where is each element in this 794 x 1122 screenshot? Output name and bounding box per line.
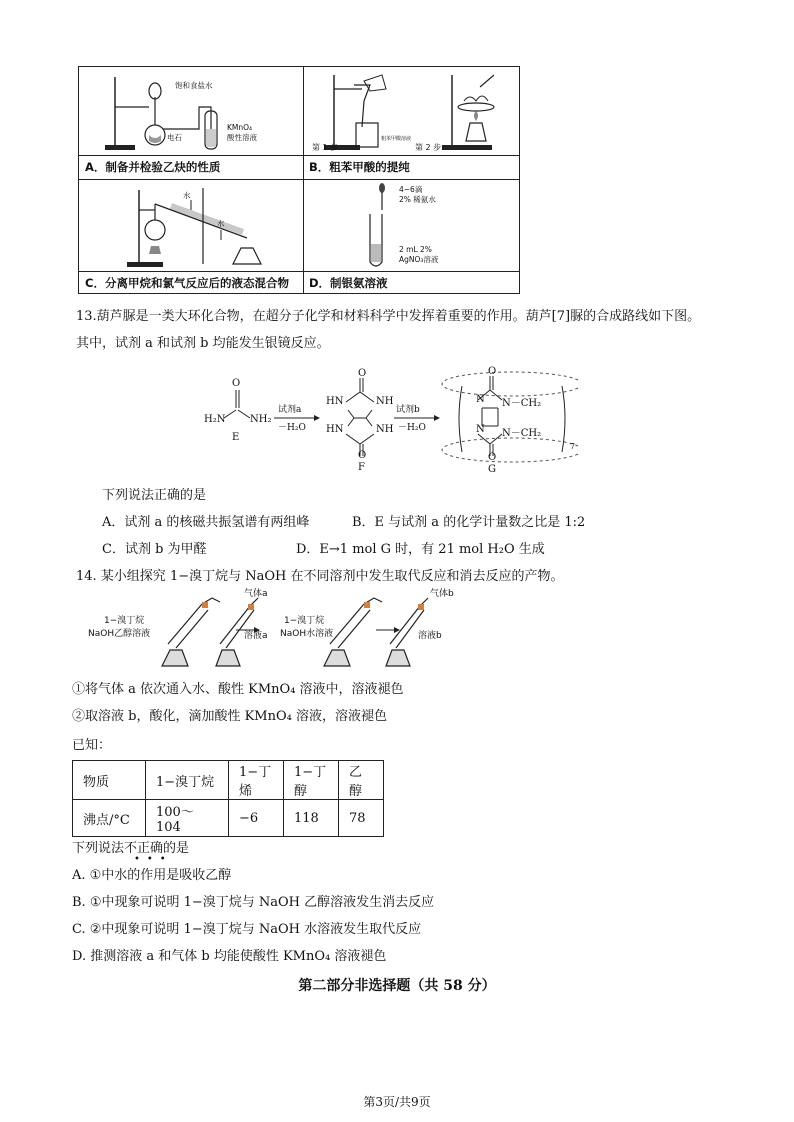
q14-experiment-figure <box>150 588 480 668</box>
q14-stem: 14. 某小组探究 1−溴丁烷与 NaOH 在不同溶剂中发生取代反应和消去反应的产物。 <box>76 569 564 584</box>
table-row <box>73 761 384 800</box>
arrow1-top: 试剂a <box>278 405 302 415</box>
label-drops: 4~6滴 <box>399 185 423 194</box>
q14-option-a[interactable]: A. ①中水的作用是吸收乙醇 <box>72 868 232 883</box>
caption-a: A．制备并检验乙炔的性质 <box>85 160 221 174</box>
q13-option-b[interactable]: B．E 与试剂 a 的化学计量数之比是 1:2 <box>352 515 586 530</box>
label-kmno4: KMnO₄ <box>227 123 253 132</box>
label-2ml: 2 mL 2% <box>399 245 432 254</box>
chem-F-O-top: O <box>358 368 367 379</box>
label-dilute-ammonia: 2% 稀氨水 <box>399 195 436 204</box>
boiling-point-table <box>72 760 384 837</box>
table-cell: 物质 <box>73 761 146 800</box>
chem-G-O-top: O <box>488 366 497 377</box>
apparatus-b-figure <box>304 67 520 155</box>
table-cell: 1−溴丁烷 <box>146 761 229 800</box>
label-saturated-brine: 饱和食盐水 <box>175 81 213 90</box>
table-cell: 118 <box>284 800 339 837</box>
chem-G-O-bottom: O <box>488 452 497 463</box>
q14-option-c[interactable]: C. ②中现象可说明 1−溴丁烷与 NaOH 水溶液发生取代反应 <box>72 922 422 937</box>
table-cell: 1−丁烯 <box>229 761 284 800</box>
label-E: E <box>232 432 240 443</box>
subscript-7: 7 <box>570 442 576 451</box>
page-footer: 第3页/共9页 <box>363 1095 431 1109</box>
q13-prompt: 下列说法正确的是 <box>102 488 207 503</box>
chem-F-NH2: NH <box>376 424 394 435</box>
chem-E-right: NH₂ <box>250 414 272 425</box>
q14-step1: ①将气体 a 依次通入水、酸性 KMnO₄ 溶液中，溶液褪色 <box>72 682 404 697</box>
apparatus-table <box>78 66 520 294</box>
emphasis-dots: ••• <box>134 854 173 865</box>
q14-right-label2: NaOH水溶液 <box>280 629 334 639</box>
chem-E-O: O <box>232 378 241 389</box>
caption-b: B．粗苯甲酸的提纯 <box>309 160 410 174</box>
table-row <box>73 800 384 837</box>
table-divider <box>79 155 519 156</box>
caption-d: D．制银氨溶液 <box>309 276 388 290</box>
q13-option-d[interactable]: D．E→1 mol G 时，有 21 mol H₂O 生成 <box>296 542 545 557</box>
chem-F-NH: NH <box>376 396 394 407</box>
q14-option-b[interactable]: B. ①中现象可说明 1−溴丁烷与 NaOH 乙醇溶液发生消去反应 <box>72 895 435 910</box>
setup-left-1 <box>162 598 220 666</box>
arrow2-top: 试剂b <box>396 405 420 415</box>
table-cell: 1−丁醇 <box>284 761 339 800</box>
label-acidic-solution: 酸性溶液 <box>227 133 257 142</box>
q14-left-label2: NaOH乙醇溶液 <box>88 629 151 639</box>
chem-G-CH2-top: N－CH₂ <box>502 398 542 409</box>
label-G: G <box>488 464 496 475</box>
chem-F-HN: HN <box>326 396 344 407</box>
q14-known: 已知： <box>72 738 112 753</box>
chem-F-O-bottom: O <box>358 450 367 461</box>
q13-stem-line2: 其中，试剂 a 和试剂 b 均能发生银镜反应。 <box>76 336 330 351</box>
label-water-in: 水 <box>183 191 191 200</box>
label-step2: 第 2 步 <box>415 143 442 152</box>
label-agno3: AgNO₃溶液 <box>399 255 439 264</box>
q14-step2: ②取溶液 b，酸化，滴加酸性 KMnO₄ 溶液，溶液褪色 <box>72 709 387 724</box>
chem-G-CH2-bottom: N－CH₂ <box>502 428 542 439</box>
label-F: F <box>358 462 365 473</box>
q14-gas-a: 气体a <box>244 589 268 599</box>
label-crude-benzoic: 粗苯甲酸溶液 <box>381 136 412 142</box>
q14-gas-b: 气体b <box>430 589 454 599</box>
q14-prompt: 下列说法不正确的是 <box>72 841 190 856</box>
q14-left-label1: 1−溴丁烷 <box>104 616 145 626</box>
chem-G-N1: N <box>476 394 485 405</box>
arrow1-bottom: －H₂O <box>278 423 306 433</box>
q13-option-a[interactable]: A．试剂 a 的核磁共振氢谱有两组峰 <box>102 515 310 530</box>
apparatus-c-figure <box>79 180 303 270</box>
table-cell: 100～104 <box>146 800 229 837</box>
label-step1: 第 1 步 <box>312 143 339 152</box>
q13-option-c[interactable]: C．试剂 b 为甲醛 <box>102 542 207 557</box>
chem-G-N2: N <box>476 424 485 435</box>
arrow2-bottom: －H₂O <box>398 423 426 433</box>
q14-sol-b: 溶液b <box>418 631 442 641</box>
q14-sol-a: 溶液a <box>244 631 268 641</box>
section-title: 第二部分非选择题（共 58 分） <box>298 978 496 994</box>
chem-E-left: H₂N <box>204 414 226 425</box>
chem-F-HN2: HN <box>326 424 344 435</box>
table-cell: 78 <box>339 800 384 837</box>
label-water-out: 水 <box>217 219 225 228</box>
q14-option-d[interactable]: D. 推测溶液 a 和气体 b 均能使酸性 KMnO₄ 溶液褪色 <box>72 949 387 964</box>
table-divider <box>79 271 519 272</box>
label-calcium-carbide: 电石 <box>167 133 182 142</box>
q14-right-label1: 1−溴丁烷 <box>284 616 325 626</box>
q13-stem-line1: 13.葫芦脲是一类大环化合物，在超分子化学和材料科学中发挥着重要的作用。葫芦[7]脲的合成路线如下图。 <box>76 309 701 324</box>
table-cell: 乙醇 <box>339 761 384 800</box>
table-cell: 沸点/°C <box>73 800 146 837</box>
table-cell: −6 <box>229 800 284 837</box>
caption-c: C．分离甲烷和氯气反应后的液态混合物 <box>85 276 289 290</box>
